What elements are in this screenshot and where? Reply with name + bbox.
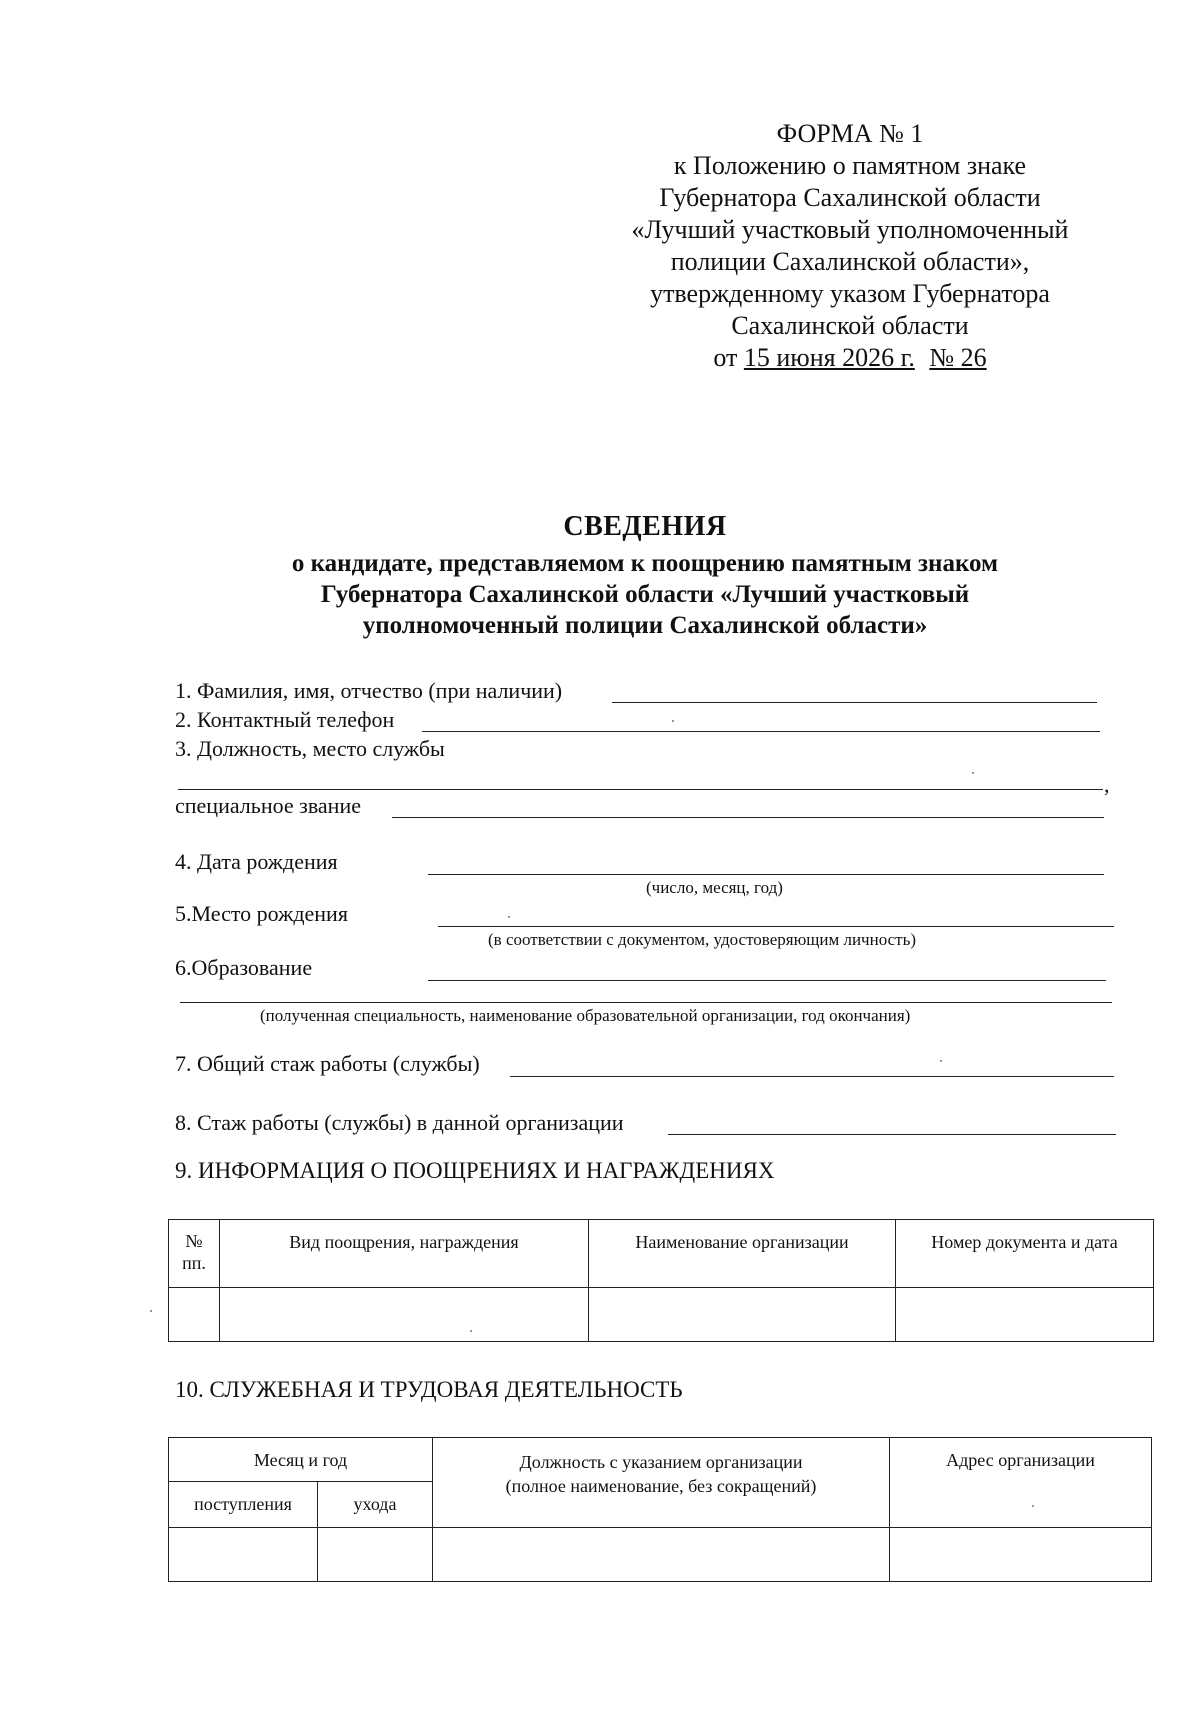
form-number: ФОРМА № 1 <box>776 119 924 148</box>
col-month-year-header: Месяц и год <box>169 1438 433 1482</box>
header-line: Губернатора Сахалинской области <box>659 183 1041 212</box>
scan-speck <box>972 772 974 774</box>
career-table <box>168 1437 1152 1582</box>
awards-cell[interactable] <box>169 1288 220 1342</box>
form-header <box>560 118 1140 374</box>
org-experience-field[interactable] <box>668 1134 1116 1135</box>
total-experience-field[interactable] <box>510 1076 1114 1077</box>
col-position-title: Должность с указанием организации <box>519 1452 803 1472</box>
position-field[interactable] <box>178 789 1103 790</box>
decree-number: № 26 <box>929 343 987 372</box>
col-org-header: Наименование организации <box>589 1220 896 1288</box>
col-num-header <box>169 1220 220 1288</box>
col-in-header: поступления <box>169 1482 318 1528</box>
scan-speck <box>672 720 674 722</box>
education-field-2[interactable] <box>180 1002 1112 1003</box>
awards-cell[interactable] <box>589 1288 896 1342</box>
phone-field[interactable] <box>422 731 1100 732</box>
col-num-symbol: № <box>185 1231 203 1251</box>
birth-date-field[interactable] <box>428 874 1104 875</box>
name-field[interactable] <box>612 702 1097 703</box>
career-cell[interactable] <box>890 1528 1152 1582</box>
date-prefix: от <box>713 343 738 372</box>
decree-date: 15 июня 2026 г. <box>743 343 915 372</box>
document-subtitle <box>150 548 1140 641</box>
subtitle-line: о кандидате, представляемом к поощрению памятным знаком <box>291 550 999 577</box>
birth-date-hint: (число, месяц, год) <box>646 878 783 897</box>
birth-place-field[interactable] <box>438 926 1114 927</box>
birth-place-label: 5.Место рождения <box>175 901 348 926</box>
col-doc-header: Номер документа и дата <box>896 1220 1154 1288</box>
subtitle-line: уполномоченный полиции Сахалинской области» <box>362 612 928 639</box>
scan-speck <box>470 1330 472 1332</box>
header-line: Сахалинской области <box>731 311 969 340</box>
education-hint: (полученная специальность, наименование образовательной организации, год окончания) <box>260 1006 911 1025</box>
header-line: «Лучший участковый уполномоченный <box>631 215 1069 244</box>
education-label: 6.Образование <box>175 955 313 980</box>
birth-place-hint: (в соответствии с документом, удостоверяющим личность) <box>488 930 917 949</box>
col-num-abbr: пп. <box>182 1253 206 1273</box>
career-cell[interactable] <box>318 1528 433 1582</box>
scan-speck <box>940 1060 942 1062</box>
name-label: 1. Фамилия, имя, отчество (при наличии) <box>175 678 563 703</box>
position-label: 3. Должность, место службы <box>175 736 445 761</box>
career-cell[interactable] <box>433 1528 890 1582</box>
subtitle-line: Губернатора Сахалинской области «Лучший участковый <box>320 581 970 608</box>
document-title: СВЕДЕНИЯ <box>563 511 727 542</box>
scan-speck <box>150 1310 152 1312</box>
section9-title: 9. ИНФОРМАЦИЯ О ПООЩРЕНИЯХ И НАГРАЖДЕНИЯХ <box>175 1158 775 1183</box>
scan-speck <box>508 916 510 918</box>
col-address-header: Адрес организации <box>890 1438 1152 1528</box>
header-line: к Положению о памятном знаке <box>673 151 1027 180</box>
career-cell[interactable] <box>169 1528 318 1582</box>
col-position-note: (полное наименование, без сокращений) <box>505 1476 817 1496</box>
phone-label: 2. Контактный телефон <box>175 707 395 732</box>
rank-label: специальное звание <box>175 793 361 818</box>
header-date-line <box>560 342 1140 374</box>
total-experience-label: 7. Общий стаж работы (службы) <box>175 1051 480 1076</box>
col-out-header: ухода <box>318 1482 433 1528</box>
header-line: утвержденному указом Губернатора <box>650 279 1050 308</box>
awards-cell[interactable] <box>896 1288 1154 1342</box>
col-position-header <box>433 1438 890 1528</box>
birth-date-label: 4. Дата рождения <box>175 849 338 874</box>
org-experience-label: 8. Стаж работы (службы) в данной организации <box>175 1110 624 1135</box>
col-type-header: Вид поощрения, награждения <box>220 1220 589 1288</box>
position-comma: , <box>1104 772 1110 797</box>
awards-table <box>168 1219 1154 1342</box>
section10-title: 10. СЛУЖЕБНАЯ И ТРУДОВАЯ ДЕЯТЕЛЬНОСТЬ <box>175 1377 683 1402</box>
awards-cell[interactable] <box>220 1288 589 1342</box>
rank-field[interactable] <box>392 817 1104 818</box>
education-field[interactable] <box>428 980 1106 981</box>
header-line: полиции Сахалинской области», <box>670 247 1030 276</box>
scan-speck <box>1032 1505 1034 1507</box>
